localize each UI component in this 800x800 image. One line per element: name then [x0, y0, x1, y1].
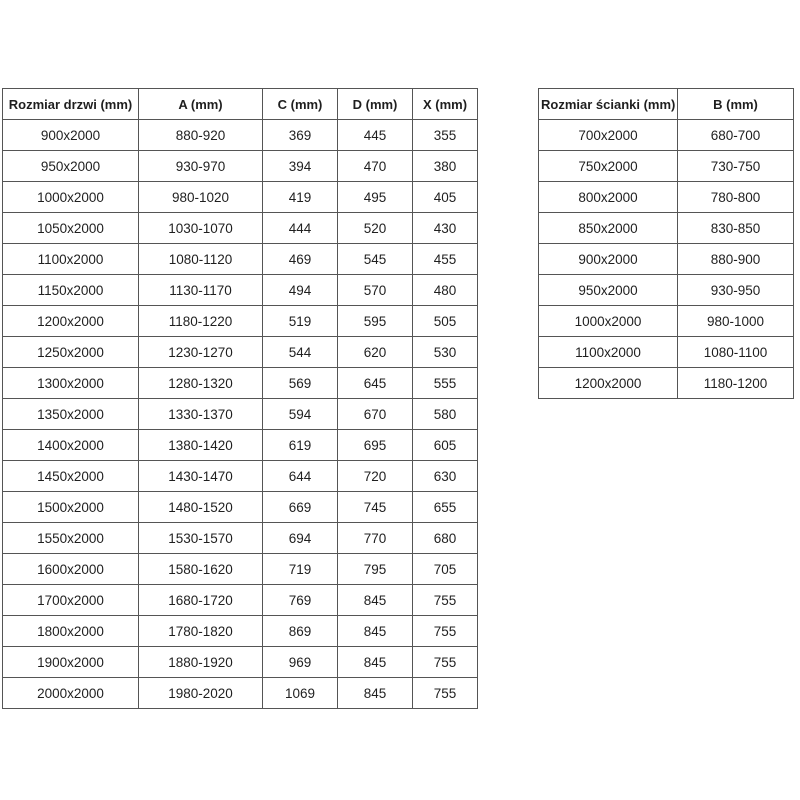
table-cell: 1050x2000 [3, 213, 139, 244]
table-cell: 750x2000 [539, 151, 678, 182]
table-cell: 1500x2000 [3, 492, 139, 523]
table-row [539, 368, 794, 399]
table-cell: 655 [413, 492, 478, 523]
table-row [3, 492, 478, 523]
table-cell: 1180-1200 [678, 368, 794, 399]
table-cell: 755 [413, 616, 478, 647]
table-cell: 1430-1470 [139, 461, 263, 492]
table-cell: 845 [338, 678, 413, 709]
table-cell: 644 [263, 461, 338, 492]
table-cell: 930-950 [678, 275, 794, 306]
table-cell: 1080-1100 [678, 337, 794, 368]
table-cell: 495 [338, 182, 413, 213]
table-cell: 380 [413, 151, 478, 182]
table-cell: 570 [338, 275, 413, 306]
table-cell: 419 [263, 182, 338, 213]
table-cell: 695 [338, 430, 413, 461]
table-cell: 769 [263, 585, 338, 616]
table-cell: 800x2000 [539, 182, 678, 213]
table-cell: 470 [338, 151, 413, 182]
table-cell: 755 [413, 678, 478, 709]
table-row [3, 461, 478, 492]
table-cell: 1480-1520 [139, 492, 263, 523]
table-cell: 780-800 [678, 182, 794, 213]
table-cell: 1080-1120 [139, 244, 263, 275]
table-cell: 745 [338, 492, 413, 523]
table-cell: 1100x2000 [539, 337, 678, 368]
table-cell: 880-920 [139, 120, 263, 151]
table-cell: 1450x2000 [3, 461, 139, 492]
table-row [539, 306, 794, 337]
table-cell: 869 [263, 616, 338, 647]
table-cell: 1230-1270 [139, 337, 263, 368]
table-cell: 2000x2000 [3, 678, 139, 709]
table-row [539, 275, 794, 306]
table-cell: 900x2000 [539, 244, 678, 275]
column-header: C (mm) [263, 89, 338, 120]
table-cell: 980-1020 [139, 182, 263, 213]
wall-sizes-table [538, 88, 794, 399]
table-cell: 594 [263, 399, 338, 430]
table-cell: 1700x2000 [3, 585, 139, 616]
table-cell: 1000x2000 [3, 182, 139, 213]
column-header: Rozmiar ścianki (mm) [539, 89, 678, 120]
table-cell: 430 [413, 213, 478, 244]
table-row [539, 337, 794, 368]
table-cell: 850x2000 [539, 213, 678, 244]
table-cell: 1680-1720 [139, 585, 263, 616]
table-row [3, 523, 478, 554]
table-cell: 1350x2000 [3, 399, 139, 430]
table-cell: 694 [263, 523, 338, 554]
table-cell: 680-700 [678, 120, 794, 151]
table-cell: 730-750 [678, 151, 794, 182]
door-sizes-table [2, 88, 478, 709]
table-cell: 1280-1320 [139, 368, 263, 399]
column-header: A (mm) [139, 89, 263, 120]
table-cell: 545 [338, 244, 413, 275]
table-cell: 480 [413, 275, 478, 306]
table-cell: 880-900 [678, 244, 794, 275]
table-row [3, 306, 478, 337]
table-cell: 620 [338, 337, 413, 368]
table-cell: 830-850 [678, 213, 794, 244]
table-cell: 1530-1570 [139, 523, 263, 554]
table-row [3, 275, 478, 306]
table-row [3, 585, 478, 616]
table-cell: 1880-1920 [139, 647, 263, 678]
table-cell: 619 [263, 430, 338, 461]
column-header: Rozmiar drzwi (mm) [3, 89, 139, 120]
table-row [539, 213, 794, 244]
table-cell: 394 [263, 151, 338, 182]
table-cell: 595 [338, 306, 413, 337]
table-cell: 520 [338, 213, 413, 244]
table-cell: 1380-1420 [139, 430, 263, 461]
table-row [3, 213, 478, 244]
table-cell: 1400x2000 [3, 430, 139, 461]
table-cell: 950x2000 [3, 151, 139, 182]
table-cell: 405 [413, 182, 478, 213]
column-header: D (mm) [338, 89, 413, 120]
table-cell: 1900x2000 [3, 647, 139, 678]
table-cell: 1200x2000 [539, 368, 678, 399]
table-row [3, 182, 478, 213]
header-row [3, 89, 478, 120]
table-cell: 1100x2000 [3, 244, 139, 275]
table-cell: 555 [413, 368, 478, 399]
table-cell: 1130-1170 [139, 275, 263, 306]
table-cell: 980-1000 [678, 306, 794, 337]
table-cell: 1150x2000 [3, 275, 139, 306]
table-cell: 845 [338, 585, 413, 616]
table-cell: 1030-1070 [139, 213, 263, 244]
table-cell: 580 [413, 399, 478, 430]
table-cell: 455 [413, 244, 478, 275]
table-cell: 469 [263, 244, 338, 275]
table-row [3, 430, 478, 461]
table-cell: 1300x2000 [3, 368, 139, 399]
table-row [3, 337, 478, 368]
table-row [539, 244, 794, 275]
table-cell: 669 [263, 492, 338, 523]
table-cell: 1980-2020 [139, 678, 263, 709]
header-row [539, 89, 794, 120]
table-cell: 969 [263, 647, 338, 678]
table-cell: 519 [263, 306, 338, 337]
table-cell: 1180-1220 [139, 306, 263, 337]
table-cell: 1580-1620 [139, 554, 263, 585]
table-cell: 445 [338, 120, 413, 151]
table-cell: 1000x2000 [539, 306, 678, 337]
table-cell: 670 [338, 399, 413, 430]
table-row [3, 244, 478, 275]
table-cell: 719 [263, 554, 338, 585]
table-cell: 1800x2000 [3, 616, 139, 647]
table-cell: 1600x2000 [3, 554, 139, 585]
table-row [3, 399, 478, 430]
table-cell: 845 [338, 647, 413, 678]
table-cell: 755 [413, 647, 478, 678]
table-cell: 1200x2000 [3, 306, 139, 337]
table-row [539, 151, 794, 182]
table-cell: 1250x2000 [3, 337, 139, 368]
column-header: X (mm) [413, 89, 478, 120]
table-cell: 1330-1370 [139, 399, 263, 430]
table-cell: 355 [413, 120, 478, 151]
table-cell: 680 [413, 523, 478, 554]
table-cell: 845 [338, 616, 413, 647]
table-cell: 505 [413, 306, 478, 337]
table-cell: 630 [413, 461, 478, 492]
table-cell: 755 [413, 585, 478, 616]
table-cell: 930-970 [139, 151, 263, 182]
table-cell: 1069 [263, 678, 338, 709]
table-cell: 770 [338, 523, 413, 554]
table-cell: 494 [263, 275, 338, 306]
table-cell: 720 [338, 461, 413, 492]
table-cell: 369 [263, 120, 338, 151]
table-cell: 1550x2000 [3, 523, 139, 554]
table-cell: 444 [263, 213, 338, 244]
table-cell: 645 [338, 368, 413, 399]
table-cell: 900x2000 [3, 120, 139, 151]
column-header: B (mm) [678, 89, 794, 120]
table-row [3, 554, 478, 585]
table-cell: 569 [263, 368, 338, 399]
table-row [3, 151, 478, 182]
table-cell: 795 [338, 554, 413, 585]
table-cell: 605 [413, 430, 478, 461]
table-row [3, 368, 478, 399]
table-cell: 950x2000 [539, 275, 678, 306]
table-row [3, 647, 478, 678]
table-row [3, 616, 478, 647]
table-cell: 530 [413, 337, 478, 368]
table-row [539, 120, 794, 151]
table-row [3, 120, 478, 151]
table-cell: 705 [413, 554, 478, 585]
table-cell: 1780-1820 [139, 616, 263, 647]
table-cell: 700x2000 [539, 120, 678, 151]
table-row [3, 678, 478, 709]
table-cell: 544 [263, 337, 338, 368]
table-row [539, 182, 794, 213]
